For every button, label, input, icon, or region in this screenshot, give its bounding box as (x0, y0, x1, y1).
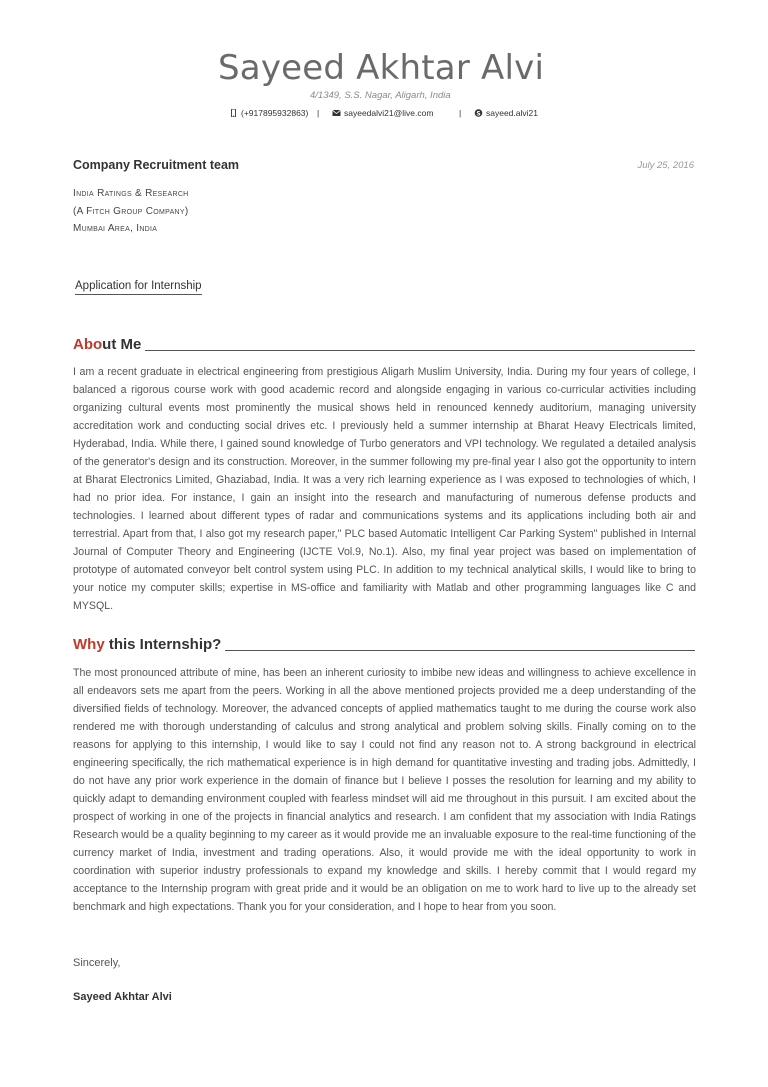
why-internship-heading (73, 634, 695, 654)
phone-contact (229, 108, 308, 118)
mobile-icon (229, 109, 238, 117)
section-title (73, 336, 141, 354)
skype-icon (474, 109, 483, 117)
about-me-paragraph: I am a recent graduate in electrical engineering from prestigious Aligarh Muslim University, India. During my four years of college, I balanced a rigorous course work with good academic record and alongside engaging in various co-curricular activities including organizing cultural events most prominently the musical shows held in renounced kennedy auditorium, managing university accreditation work and conducting social drives etc. I previously held a summer internship at Bharat Heavy Electricals limited, Hyderabad, India. While there, I gained sound knowledge of Turbo generators and VPI technology. We regulated a detailed analysis of the generator's design and its construction. Moreover, in the summer following my pre-final year I also got the opportunity to intern at Bharat Electronics Limited, Ghaziabad, India. It was a very rich learning experience as I was exposed to technologies of which, I had no prior idea. For instance, I gain an insight into the research and manufacturing of numerous defense products and technologies. I learned about different types of radar and communications systems and its applications including both air and terrestrial. Apart from that, I also got my research paper," PLC based Automatic Intelligent Car Parking System" published in Internal Journal of Computer Theory and Engineering (IJCTE Vol.9, No.1). Also, my final year project was based on implementation of prototype of automated conveyor belt control system using PLC. In addition to my technical analytical skills, I would like to bring to your notice my computer skills; expertise in MS-office and familiarity with Matlab and other programming languages like C and MYSQL. (73, 366, 696, 612)
recipient-address-line: Mumbai Area, India (73, 223, 158, 234)
email-contact (332, 108, 433, 118)
envelope-icon (332, 109, 341, 117)
phone-number: (+917895932863) (241, 108, 309, 118)
letter-subject: Application for Internship (75, 280, 202, 295)
section-rule (145, 350, 695, 351)
heading-accent: Abo (73, 336, 103, 353)
recipient-title: Company Recruitment team (73, 158, 240, 172)
about-me-heading (73, 334, 695, 354)
section-title (73, 636, 221, 654)
contact-separator: | (459, 108, 462, 118)
closing-salutation: Sincerely, (73, 957, 121, 969)
recipient-address-line: India Ratings & Research (73, 188, 189, 199)
letter-date: July 25, 2016 (637, 160, 694, 171)
applicant-name: Sayeed Akhtar Alvi (218, 48, 545, 88)
section-rule (225, 650, 695, 651)
applicant-address: 4/1349, S.S. Nagar, Aligarh, India (310, 90, 451, 101)
heading-accent: Why (73, 636, 105, 653)
skype-handle: sayeed.alvi21 (486, 108, 538, 118)
recipient-address-line: (A Fitch Group Company) (73, 205, 189, 217)
contact-separator: | (317, 108, 320, 118)
heading-rest: this Internship? (104, 636, 222, 653)
contact-line (229, 108, 549, 120)
email-address[interactable]: sayeedalvi21@live.com (344, 108, 434, 118)
skype-contact (474, 108, 538, 118)
svg-text:S: S (476, 110, 481, 117)
heading-rest: ut Me (102, 336, 142, 353)
why-internship-paragraph: The most pronounced attribute of mine, has been an inherent curiosity to imbibe new ideas and willingness to achieve excellence in all endeavors sets me apart from the peers. Working in all the above mentioned projects provided me a deep understanding of the diversified fields of technology. Moreover, the advanced concepts of applied mathematics taught to me during the course work also rendered me with thorough understanding of calculus and strong analytical and problem solving skills. Finally coming on to the reasons for applying to this internship, I would like to say I could not find any reason not to. A strong background in electrical engineering specifically, the rich mathematical experience is in high demand for quantitative investing and trading jobs. Admittedly, I do not have any prior work experience in the domain of finance but I believe I posses the resolution for learning and my ability to quickly adapt to demanding environment coupled with fearless mindset will aid me throughout in this pursuit. I am excited about the prospect of working in one of the projects in financial analytics and research. I am confident that my association with India Ratings Research would be a quality beginning to my career as it would provide me an invaluable exposure to the real-time functioning of the currency market of India, investment and trading operations. Also, it would provide me with the ideal opportunity to work in coordination with superior industry professionals to expand my knowledge and skills. I hereby commit that I would regard my acceptance to the Internship program with great pride and it would be an obligation on me to work hard to live up to the already set benchmark and high expectations. Thank you for your consideration, and I hope to hear from you soon. (73, 667, 696, 913)
signature-name: Sayeed Akhtar Alvi (73, 991, 172, 1003)
recipient-address (73, 185, 189, 238)
